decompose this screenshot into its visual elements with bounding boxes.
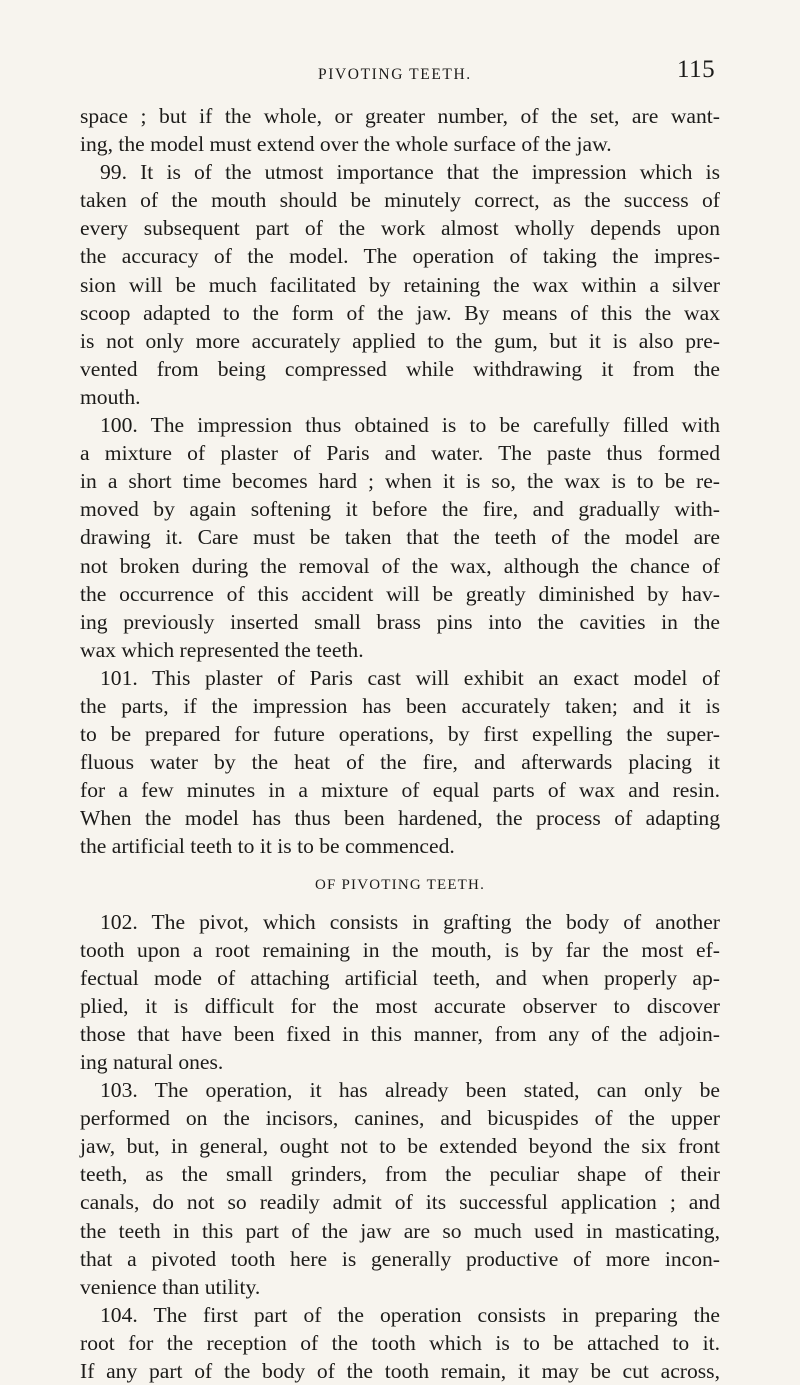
text-line: the accuracy of the model. The operation of taking the impres- [80, 244, 720, 269]
text-line: ing previously inserted small brass pins into the cavities in the [80, 609, 720, 634]
text-line: jaw, but, in general, ought not to be extended beyond the six front [80, 1134, 720, 1159]
running-title: PIVOTING TEETH. [318, 66, 472, 83]
text-line: to be prepared for future operations, by first expelling the super- [80, 722, 720, 747]
text-line: When the model has thus been hardened, the process of adapting [80, 806, 720, 831]
text-line: fectual mode of attaching artificial teeth, and when properly ap- [80, 965, 720, 990]
paragraph [80, 102, 720, 158]
text-line: every subsequent part of the work almost wholly depends upon [80, 216, 720, 241]
text-line: wax which represented the teeth. [80, 637, 364, 662]
body-text [80, 102, 720, 1385]
paragraph [80, 158, 720, 411]
paragraph [80, 1076, 720, 1301]
text-line: scoop adapted to the form of the jaw. By means of this the wax [80, 300, 720, 325]
paragraph [80, 411, 720, 664]
text-line: a mixture of plaster of Paris and water. The paste thus formed [80, 441, 720, 466]
text-line: space ; but if the whole, or greater number, of the set, are want- [80, 104, 720, 128]
text-line: 100. The impression thus obtained is to be carefully filled with [100, 413, 720, 438]
text-line: 104. The first part of the operation consists in preparing the [100, 1302, 720, 1327]
text-line: drawing it. Care must be taken that the teeth of the model are [80, 525, 720, 550]
text-line: the teeth in this part of the jaw are so much used in masticating, [80, 1218, 720, 1243]
text-line: 103. The operation, it has already been stated, can only be [100, 1078, 720, 1103]
text-line: tooth upon a root remaining in the mouth, is by far the most ef- [80, 937, 720, 962]
text-line: root for the reception of the tooth which is to be attached to it. [80, 1330, 720, 1355]
text-line: for a few minutes in a mixture of equal parts of wax and resin. [80, 778, 720, 803]
text-line: the occurrence of this accident will be greatly diminished by hav- [80, 581, 720, 606]
text-line: not broken during the removal of the wax, although the chance of [80, 553, 720, 578]
paragraph [80, 1301, 720, 1385]
paragraph [80, 664, 720, 861]
running-head [0, 56, 800, 102]
paragraph [80, 908, 720, 1077]
text-line: the artificial teeth to it is to be commenced. [80, 834, 455, 859]
text-line: mouth. [80, 384, 141, 409]
text-line: 102. The pivot, which consists in grafting the body of another [100, 909, 720, 934]
text-line: taken of the mouth should be minutely correct, as the success of [80, 188, 720, 213]
page-number: 115 [677, 56, 716, 83]
text-line: 99. It is of the utmost importance that the impression which is [100, 160, 720, 185]
text-line: If any part of the body of the tooth remain, it may be cut across, [80, 1359, 720, 1384]
text-line: vented from being compressed while withdrawing it from the [80, 356, 720, 381]
text-line: is not only more accurately applied to the gum, but it is also pre- [80, 328, 720, 353]
text-line: ing, the model must extend over the whole surface of the jaw. [80, 132, 612, 157]
text-line: those that have been fixed in this manner, from any of the adjoin- [80, 1021, 720, 1046]
text-line: moved by again softening it before the fire, and gradually with- [80, 497, 720, 522]
text-line: 101. This plaster of Paris cast will exhibit an exact model of [100, 665, 720, 690]
text-line: performed on the incisors, canines, and bicuspides of the upper [80, 1106, 720, 1131]
text-line: teeth, as the small grinders, from the peculiar shape of their [80, 1162, 720, 1187]
text-line: sion will be much facilitated by retaining the wax within a silver [80, 272, 720, 297]
text-line: venience than utility. [80, 1274, 261, 1299]
text-line: fluous water by the heat of the fire, and afterwards placing it [80, 750, 720, 775]
section-heading: OF PIVOTING TEETH. [314, 876, 486, 893]
text-line: plied, it is difficult for the most accurate observer to discover [80, 993, 720, 1018]
text-line: the parts, if the impression has been accurately taken; and it is [80, 693, 720, 718]
text-line: in a short time becomes hard ; when it is so, the wax is to be re- [80, 469, 720, 494]
text-line: canals, do not so readily admit of its successful application ; and [80, 1190, 720, 1215]
text-line: ing natural ones. [80, 1050, 224, 1074]
text-line: that a pivoted tooth here is generally productive of more incon- [80, 1246, 720, 1271]
